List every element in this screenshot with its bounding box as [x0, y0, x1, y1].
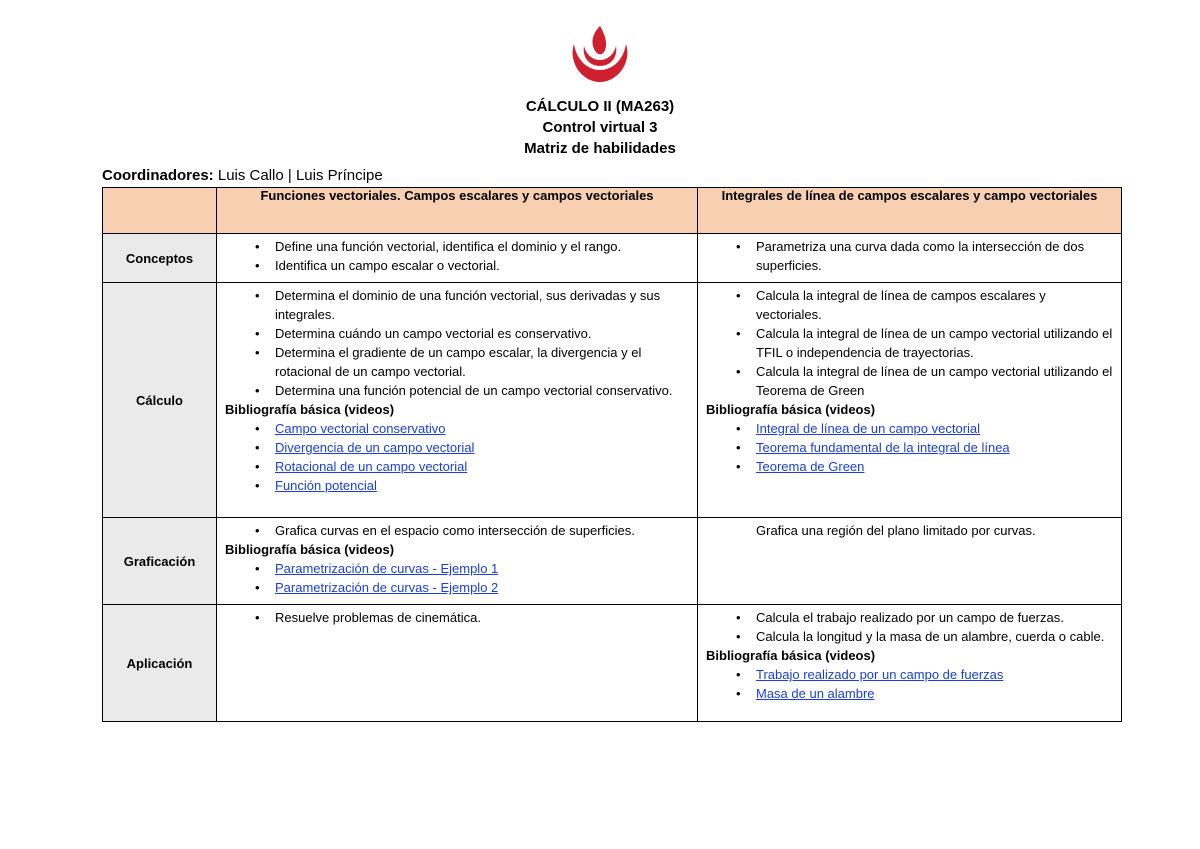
table-header-row	[103, 188, 1122, 234]
video-link-teorema-green[interactable]: Teorema de Green	[756, 459, 865, 474]
list-item	[706, 419, 1115, 438]
list-item	[225, 457, 691, 476]
list-item	[706, 438, 1115, 457]
list-item: • Calcula la longitud y la masa de un alambre, cuerda o cable.	[706, 627, 1115, 646]
video-link-trabajo-campo[interactable]: Trabajo realizado por un campo de fuerzas	[756, 667, 1004, 682]
document-titles	[0, 96, 1200, 159]
bibliography-label: Bibliografía básica (videos)	[706, 648, 876, 663]
cell-conceptos-col1	[217, 234, 698, 283]
coordinators-names: Luis Callo | Luis Príncipe	[217, 167, 383, 184]
list-item	[706, 457, 1115, 476]
coordinators-label: Coordinadores:	[102, 167, 214, 184]
column-header-vector-functions: Funciones vectoriales. Campos escalares y campos vectoriales	[217, 188, 698, 234]
corner-cell	[103, 188, 217, 234]
list-item: • Identifica un campo escalar o vectorial.	[225, 256, 691, 275]
cell-aplicacion-col1	[217, 605, 698, 722]
skills-matrix-table	[102, 187, 1122, 722]
row-label-calculo: Cálculo	[103, 283, 217, 518]
row-label-conceptos: Conceptos	[103, 234, 217, 283]
bibliography-label: Bibliografía básica (videos)	[706, 402, 876, 417]
cell-text: Grafica una región del plano limitado por curvas.	[756, 523, 1036, 538]
table-row	[103, 518, 1122, 605]
video-link-masa-alambre[interactable]: Masa de un alambre	[756, 686, 875, 701]
list-item: • Determina el dominio de una función vectorial, sus derivadas y sus integrales.	[225, 286, 691, 324]
video-link-divergencia[interactable]: Divergencia de un campo vectorial	[275, 440, 475, 455]
list-item: • Define una función vectorial, identifica el dominio y el rango.	[225, 237, 691, 256]
list-item: • Calcula el trabajo realizado por un campo de fuerzas.	[706, 608, 1115, 627]
list-item	[225, 559, 691, 578]
cell-calculo-col1	[217, 283, 698, 518]
list-item	[706, 684, 1115, 703]
list-item: • Grafica curvas en el espacio como intersección de superficies.	[225, 521, 691, 540]
course-title: CÁLCULO II (MA263)	[525, 98, 675, 115]
list-item	[706, 665, 1115, 684]
list-item	[225, 438, 691, 457]
cell-conceptos-col2	[698, 234, 1122, 283]
video-link-parametrizacion-2[interactable]: Parametrización de curvas - Ejemplo 2	[275, 580, 499, 595]
bibliography-label: Bibliografía básica (videos)	[225, 402, 395, 417]
video-link-integral-linea[interactable]: Integral de línea de un campo vectorial	[756, 421, 981, 436]
list-item	[225, 578, 691, 597]
list-item: • Determina el gradiente de un campo escalar, la divergencia y el rotacional de un campo vectorial.	[225, 343, 691, 381]
upc-flame-logo-icon	[568, 24, 632, 86]
video-link-rotacional[interactable]: Rotacional de un campo vectorial	[275, 459, 468, 474]
list-item: • Determina una función potencial de un campo vectorial conservativo.	[225, 381, 691, 400]
video-link-teorema-fundamental[interactable]: Teorema fundamental de la integral de línea	[756, 440, 1010, 455]
table-row	[103, 605, 1122, 722]
cell-graficacion-col1	[217, 518, 698, 605]
coordinators-line	[102, 166, 383, 186]
table-row	[103, 283, 1122, 518]
video-link-funcion-potencial[interactable]: Función potencial	[275, 478, 377, 493]
list-item	[225, 476, 691, 495]
row-label-aplicacion: Aplicación	[103, 605, 217, 722]
video-link-campo-conservativo[interactable]: Campo vectorial conservativo	[275, 421, 446, 436]
list-item: • Parametriza una curva dada como la intersección de dos superficies.	[706, 237, 1115, 275]
cell-graficacion-col2	[698, 518, 1122, 605]
video-link-parametrizacion-1[interactable]: Parametrización de curvas - Ejemplo 1	[275, 561, 499, 576]
column-header-line-integrals: Integrales de línea de campos escalares y campo vectoriales	[698, 188, 1122, 234]
list-item: • Resuelve problemas de cinemática.	[225, 608, 691, 627]
list-item: • Calcula la integral de línea de un campo vectorial utilizando el Teorema de Green	[706, 362, 1115, 400]
cell-aplicacion-col2	[698, 605, 1122, 722]
cell-calculo-col2	[698, 283, 1122, 518]
list-item: • Calcula la integral de línea de un campo vectorial utilizando el TFIL o independencia de trayectorias.	[706, 324, 1115, 362]
document-title: Matriz de habilidades	[524, 140, 676, 157]
table-row	[103, 234, 1122, 283]
assessment-title: Control virtual 3	[542, 119, 658, 136]
row-label-graficacion: Graficación	[103, 518, 217, 605]
bibliography-label: Bibliografía básica (videos)	[225, 542, 395, 557]
list-item: • Determina cuándo un campo vectorial es conservativo.	[225, 324, 691, 343]
list-item: • Calcula la integral de línea de campos escalares y vectoriales.	[706, 286, 1115, 324]
list-item	[225, 419, 691, 438]
